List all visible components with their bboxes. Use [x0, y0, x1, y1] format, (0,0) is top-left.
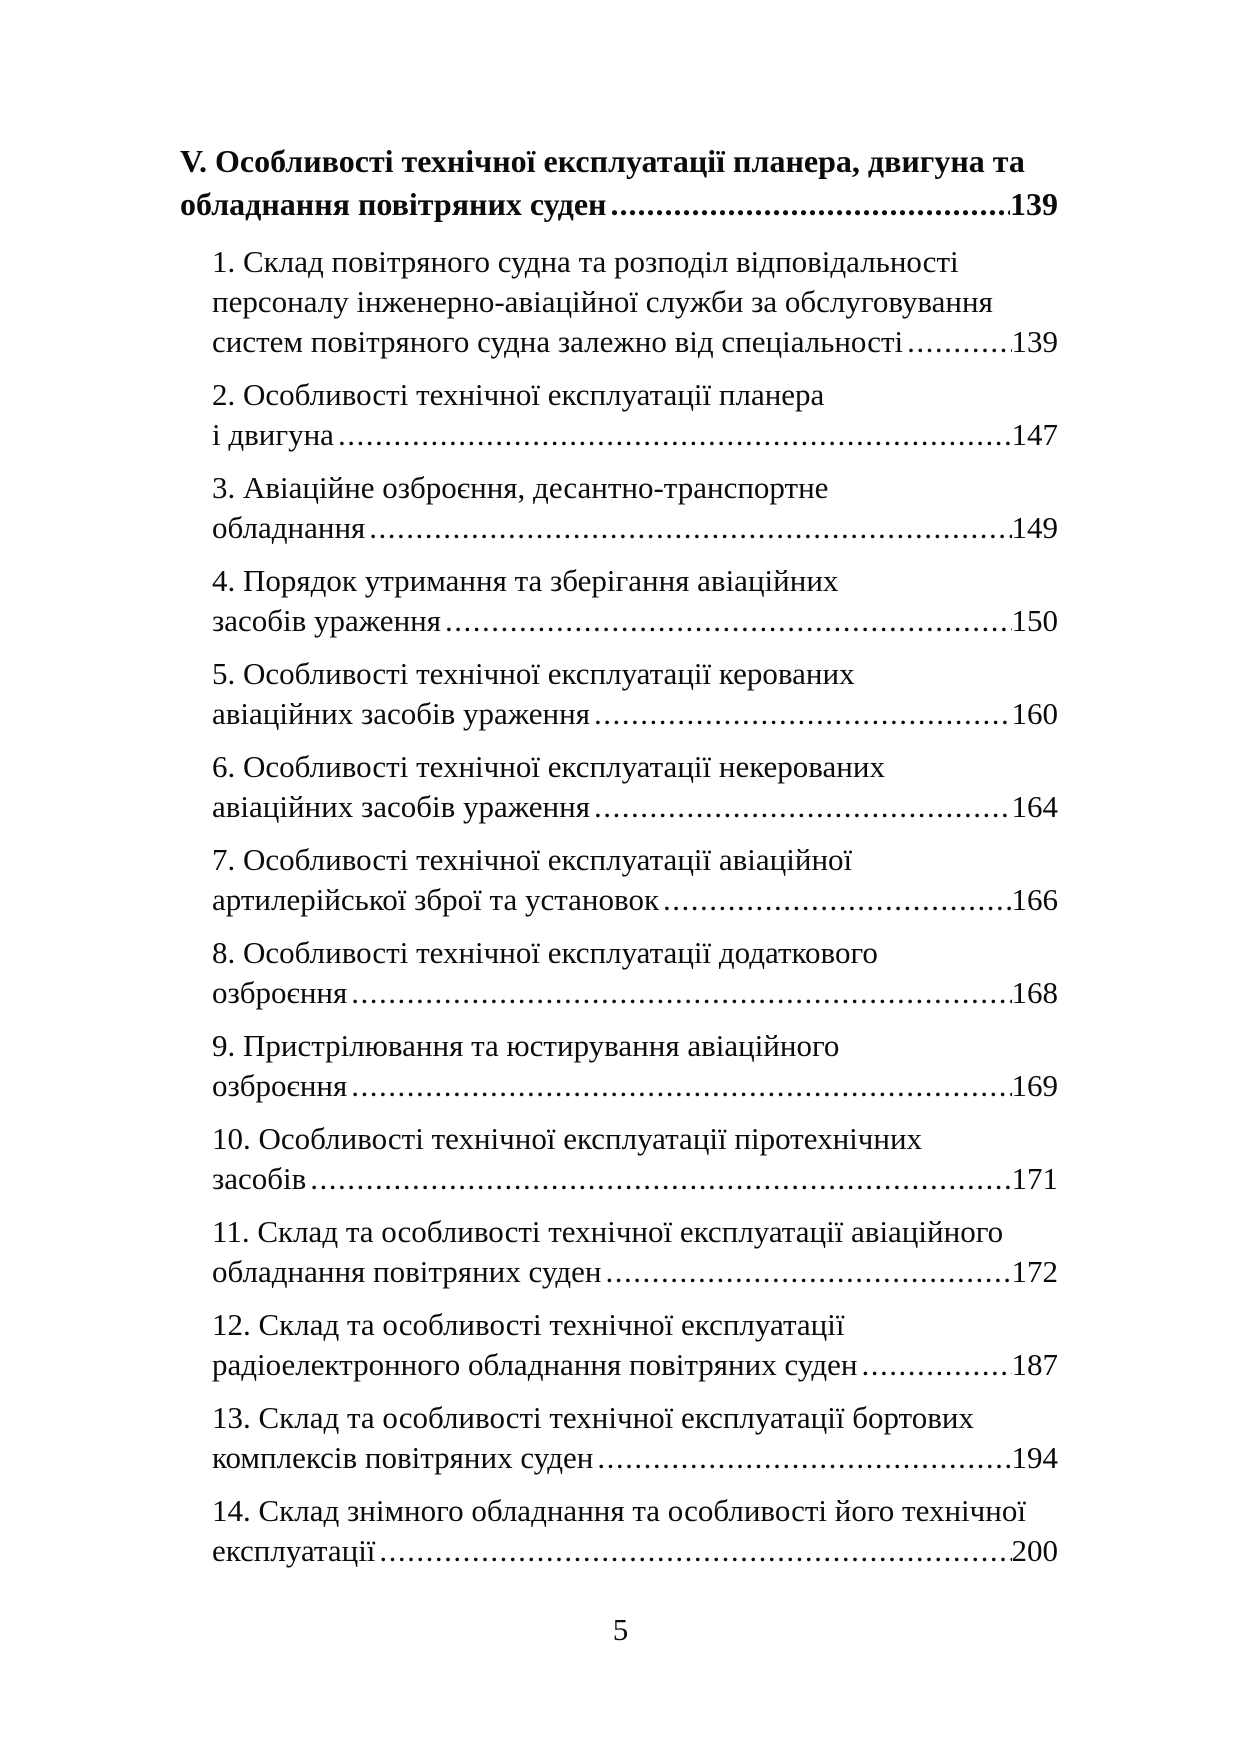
toc-entry-last-line	[212, 787, 1058, 827]
toc-entry-text: комплексів повітряних суден	[212, 1440, 594, 1475]
toc-entry	[212, 654, 1058, 734]
page-number: 168	[1011, 975, 1058, 1010]
page-number: 160	[1011, 696, 1058, 731]
dot-leader	[590, 694, 1012, 734]
toc-entry	[212, 1398, 1058, 1478]
toc-entry-text: озброєння	[212, 1068, 348, 1103]
section-heading-text: обладнання повітряних суден	[180, 186, 607, 222]
page-footer-number: 5	[612, 1612, 629, 1647]
toc-entry-line: 6. Особливості технічної експлуатації некерованих	[212, 749, 885, 784]
toc-entry-text: авіаційних засобів ураження	[212, 789, 590, 824]
dot-leader	[903, 322, 1011, 362]
dot-leader	[334, 415, 1012, 455]
toc-entry	[212, 561, 1058, 641]
section-heading	[180, 140, 1058, 226]
toc-entry-line: 4. Порядок утримання та зберігання авіаційних	[212, 563, 839, 598]
toc-entry-line: 3. Авіаційне озброєння, десантно-транспортне	[212, 470, 829, 505]
dot-leader	[602, 1252, 1012, 1292]
dot-leader	[857, 1345, 1011, 1385]
toc-entry-line: 8. Особливості технічної експлуатації додаткового	[212, 935, 878, 970]
toc-entry	[212, 933, 1058, 1013]
toc-entry-text: засобів ураження	[212, 603, 442, 638]
page-number: 139	[1010, 186, 1058, 222]
toc-entry-line: 13. Склад та особливості технічної експлуатації бортових	[212, 1400, 974, 1435]
dot-leader	[590, 787, 1012, 827]
toc-entry-line: 1. Склад повітряного судна та розподіл відповідальності	[212, 244, 959, 279]
toc-entry	[212, 242, 1058, 362]
toc-entry-last-line	[212, 601, 1058, 641]
toc-entry-last-line	[212, 322, 1058, 362]
dot-leader	[659, 880, 1011, 920]
toc-entry-text: і двигуна	[212, 417, 334, 452]
toc-entry-line: 11. Склад та особливості технічної експлуатації авіаційного	[212, 1214, 1004, 1249]
page-number: 169	[1011, 1068, 1058, 1103]
toc-entry-text: обладнання	[212, 510, 366, 545]
toc-entry-last-line	[212, 1438, 1058, 1478]
page-number: 194	[1011, 1440, 1058, 1475]
toc-entry-line: персоналу інженерно-авіаційної служби за обслуговування	[212, 284, 993, 319]
dot-leader	[306, 1159, 1011, 1199]
table-of-contents	[180, 140, 1058, 1584]
toc-entry-line: 12. Склад та особливості технічної експлуатації	[212, 1307, 845, 1342]
toc-entry	[212, 747, 1058, 827]
toc-entry	[212, 1305, 1058, 1385]
page-number: 172	[1011, 1254, 1058, 1289]
section-heading-line: V. Особливості технічної експлуатації планера, двигуна та	[180, 143, 1025, 179]
toc-entry-last-line	[212, 1252, 1058, 1292]
toc-entry-text: експлуатації	[212, 1533, 376, 1568]
toc-entry-last-line	[212, 508, 1058, 548]
dot-leader	[441, 601, 1011, 641]
page-number: 150	[1011, 603, 1058, 638]
page-number: 187	[1011, 1347, 1058, 1382]
dot-leader	[606, 183, 1010, 226]
toc-entry-last-line	[212, 880, 1058, 920]
toc-entry-last-line	[212, 973, 1058, 1013]
toc-entry-list	[212, 242, 1058, 1571]
toc-entry-last-line	[212, 1345, 1058, 1385]
toc-entry	[212, 468, 1058, 548]
page-number: 139	[1011, 324, 1058, 359]
toc-entry-line: 7. Особливості технічної експлуатації авіаційної	[212, 842, 853, 877]
toc-entry-line: 2. Особливості технічної експлуатації планера	[212, 377, 825, 412]
section-heading-last-line	[180, 183, 1058, 226]
dot-leader	[347, 973, 1011, 1013]
toc-entry	[212, 1212, 1058, 1292]
page-number: 149	[1011, 510, 1058, 545]
toc-entry-last-line	[212, 1066, 1058, 1106]
toc-entry-text: авіаційних засобів ураження	[212, 696, 590, 731]
toc-entry-text: систем повітряного судна залежно від спеціальності	[212, 324, 904, 359]
toc-entry	[212, 1491, 1058, 1571]
toc-entry-last-line	[212, 1531, 1058, 1571]
toc-entry	[212, 1119, 1058, 1199]
page-number: 166	[1011, 882, 1058, 917]
dot-leader	[375, 1531, 1011, 1571]
page-number: 147	[1011, 417, 1058, 452]
toc-entry-line: 5. Особливості технічної експлуатації керованих	[212, 656, 855, 691]
toc-entry-line: 14. Склад знімного обладнання та особливості його технічної	[212, 1493, 1026, 1528]
toc-entry-line: 9. Пристрілювання та юстирування авіаційного	[212, 1028, 840, 1063]
toc-entry	[212, 1026, 1058, 1106]
toc-entry-text: обладнання повітряних суден	[212, 1254, 602, 1289]
page-number: 164	[1011, 789, 1058, 824]
toc-entry-text: озброєння	[212, 975, 348, 1010]
toc-entry-text: засобів	[212, 1161, 307, 1196]
toc-entry-last-line	[212, 694, 1058, 734]
toc-entry-last-line	[212, 415, 1058, 455]
dot-leader	[593, 1438, 1011, 1478]
page-number: 200	[1011, 1533, 1058, 1568]
toc-entry	[212, 375, 1058, 455]
page-number: 171	[1011, 1161, 1058, 1196]
dot-leader	[347, 1066, 1011, 1106]
toc-entry-line: 10. Особливості технічної експлуатації піротехнічних	[212, 1121, 923, 1156]
toc-entry-last-line	[212, 1159, 1058, 1199]
toc-entry-text: радіоелектронного обладнання повітряних суден	[212, 1347, 858, 1382]
dot-leader	[365, 508, 1011, 548]
toc-entry-text: артилерійської зброї та установок	[212, 882, 660, 917]
toc-entry	[212, 840, 1058, 920]
